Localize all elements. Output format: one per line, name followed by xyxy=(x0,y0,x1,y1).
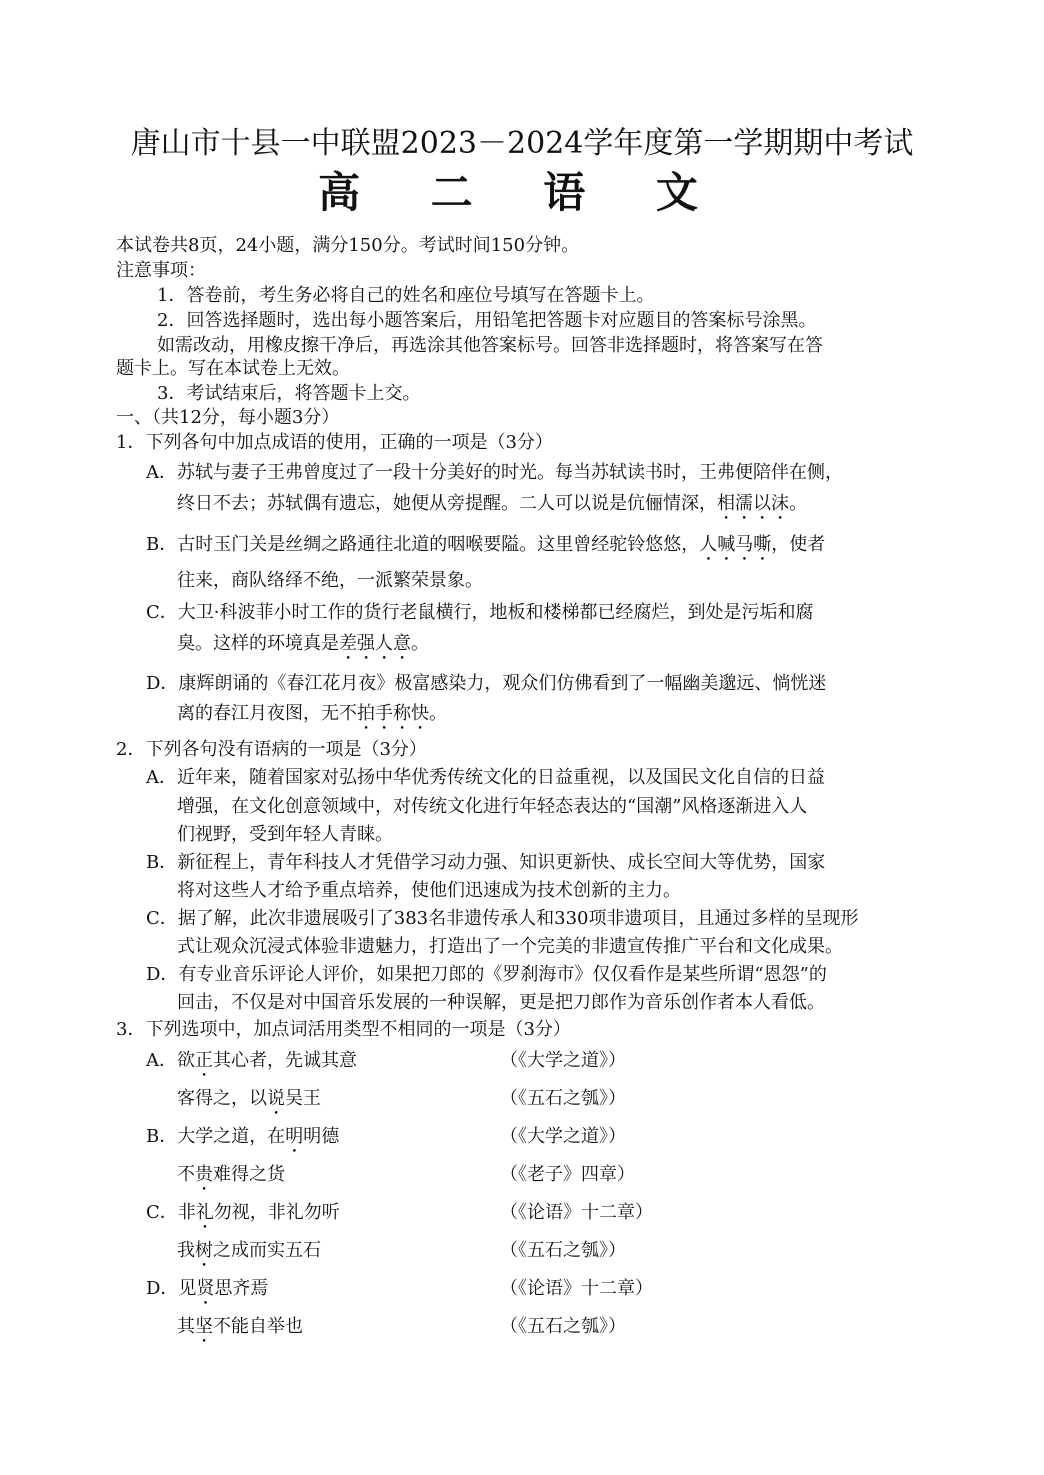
dotted-word: 贵 xyxy=(195,1164,213,1185)
q2-option-d: D．有专业音乐评论人评价，如果把刀郎的《罗刹海市》仅仅看作是某些所谓“恩怨”的 xyxy=(146,964,827,985)
q2-option-b-cont: 将对这些人才给予重点培养，使他们迅速成为技术创新的主力。 xyxy=(177,880,681,901)
section-heading: 一、（共12分，每小题3分） xyxy=(116,407,340,428)
q3-option-c-1: C．非礼勿视，非礼勿听 xyxy=(146,1202,340,1223)
note-2: 2．回答选择题时，选出每小题答案后，用铅笔把答题卡对应题目的答案标号涂黑。 xyxy=(157,310,817,331)
q1-option-d: D．康辉朗诵的《春江花月夜》极富感染力，观众们仿佛看到了一幅幽美邈远、惝恍迷 xyxy=(146,673,827,694)
q3-option-a-2: 客得之，以说吴王 xyxy=(177,1088,321,1109)
q3-option-c-2: 我树之成而实五石 xyxy=(177,1240,321,1261)
q3-option-b-2: 不贵难得之货 xyxy=(177,1164,285,1185)
dotted-word: 树 xyxy=(195,1240,213,1261)
note-2-cont2: 题卡上。写在本试卷上无效。 xyxy=(116,358,350,379)
q2-stem: 2．下列各句没有语病的一项是（3分） xyxy=(116,739,427,760)
q1-option-c: C．大卫·科波菲小时工作的货行老鼠横行，地板和楼梯都已经腐烂，到处是污垢和腐 xyxy=(146,602,814,623)
q2-option-c-cont: 式让观众沉浸式体验非遗魅力，打造出了一个完美的非遗宣传推广平台和文化成果。 xyxy=(177,936,843,957)
exam-title: 唐山市十县一中联盟2023－2024学年度第一学期期中考试 xyxy=(130,126,914,161)
q3-option-b-1: B．大学之道，在明明德 xyxy=(146,1126,340,1147)
q1-stem: 1．下列各句中加点成语的使用，正确的一项是（3分） xyxy=(116,432,553,453)
dotted-word: 礼 xyxy=(195,1202,214,1223)
dotted-word: 贤 xyxy=(196,1278,215,1299)
q2-option-d-cont: 回击，不仅是对中国音乐发展的一种误解，更是把刀郎作为音乐创作者本人看低。 xyxy=(177,992,825,1013)
notes-label: 注意事项： xyxy=(116,260,206,281)
q2-option-b: B．新征程上，青年科技人才凭借学习动力强、知识更新快、成长空间大等优势，国家 xyxy=(146,852,826,873)
q3-source-c-1: （《论语》十二章） xyxy=(500,1202,653,1223)
note-1: 1．答卷前，考生务必将自己的姓名和座位号填写在答题卡上。 xyxy=(157,285,655,306)
note-3: 3．考试结束后，将答题卡上交。 xyxy=(157,383,421,404)
dotted-word: 正 xyxy=(195,1050,213,1071)
q2-option-c: C．据了解，此次非遗展吸引了383名非遗传承人和330项非遗项目，且通过多样的呈现形 xyxy=(146,908,859,929)
q2-option-a: A．近年来，随着国家对弘扬中华优秀传统文化的日益重视，以及国民文化自信的日益 xyxy=(146,767,825,788)
dotted-phrase: 相濡以沫 xyxy=(717,493,789,514)
q2-option-a-cont2: 们视野，受到年轻人青睐。 xyxy=(177,824,393,845)
dotted-word: 坚 xyxy=(195,1316,213,1337)
q3-source-d-1: （《论语》十二章） xyxy=(500,1278,653,1299)
q3-source-d-2: （《五石之瓠》） xyxy=(500,1316,626,1337)
dotted-phrase: 差强人意 xyxy=(339,633,411,654)
q3-source-c-2: （《五石之瓠》） xyxy=(500,1240,626,1261)
q1-option-a-cont: 终日不去；苏轼偶有遗忘，她便从旁提醒。二人可以说是伉俪情深，相濡以沫。 xyxy=(177,493,807,514)
q1-option-d-cont: 离的春江月夜图，无不拍手称快。 xyxy=(177,703,447,724)
q3-option-d-2: 其坚不能自举也 xyxy=(177,1316,303,1337)
dotted-phrase: 拍手称快 xyxy=(357,703,429,724)
q3-option-a-1: A．欲正其心者，先诚其意 xyxy=(146,1050,357,1071)
q3-option-d-1: D．见贤思齐焉 xyxy=(146,1278,269,1299)
intro-text: 本试卷共8页，24小题，满分150分。考试时间150分钟。 xyxy=(116,235,580,256)
subject-title: 高 二 语 文 xyxy=(318,168,726,217)
q1-option-b-cont: 往来，商队络绎不绝，一派繁荣景象。 xyxy=(177,570,483,591)
q3-source-b-1: （《大学之道》） xyxy=(500,1126,626,1147)
note-2-cont: 如需改动，用橡皮擦干净后，再选涂其他答案标号。回答非选择题时，将答案写在答 xyxy=(157,335,823,356)
q1-option-a: A．苏轼与妻子王弗曾度过了一段十分美好的时光。每当苏轼读书时，王弗便陪伴在侧， xyxy=(146,462,843,483)
q2-option-a-cont: 增强，在文化创意领域中，对传统文化进行年轻态表达的“国潮”风格逐渐进入人 xyxy=(177,796,808,817)
dotted-word: 说 xyxy=(267,1088,285,1109)
dotted-word: 明 xyxy=(285,1126,304,1147)
q1-option-c-cont: 臭。这样的环境真是差强人意。 xyxy=(177,633,429,654)
q3-source-b-2: （《老子》四章） xyxy=(500,1164,635,1185)
dotted-phrase: 人喊马嘶 xyxy=(699,534,772,555)
q3-stem: 3．下列选项中，加点词活用类型不相同的一项是（3分） xyxy=(116,1019,571,1040)
q3-source-a-1: （《大学之道》） xyxy=(500,1050,626,1071)
q3-source-a-2: （《五石之瓠》） xyxy=(500,1088,626,1109)
q1-option-b: B．古时玉门关是丝绸之路通往北道的咽喉要隘。这里曾经驼铃悠悠，人喊马嘶，使者 xyxy=(146,534,826,555)
